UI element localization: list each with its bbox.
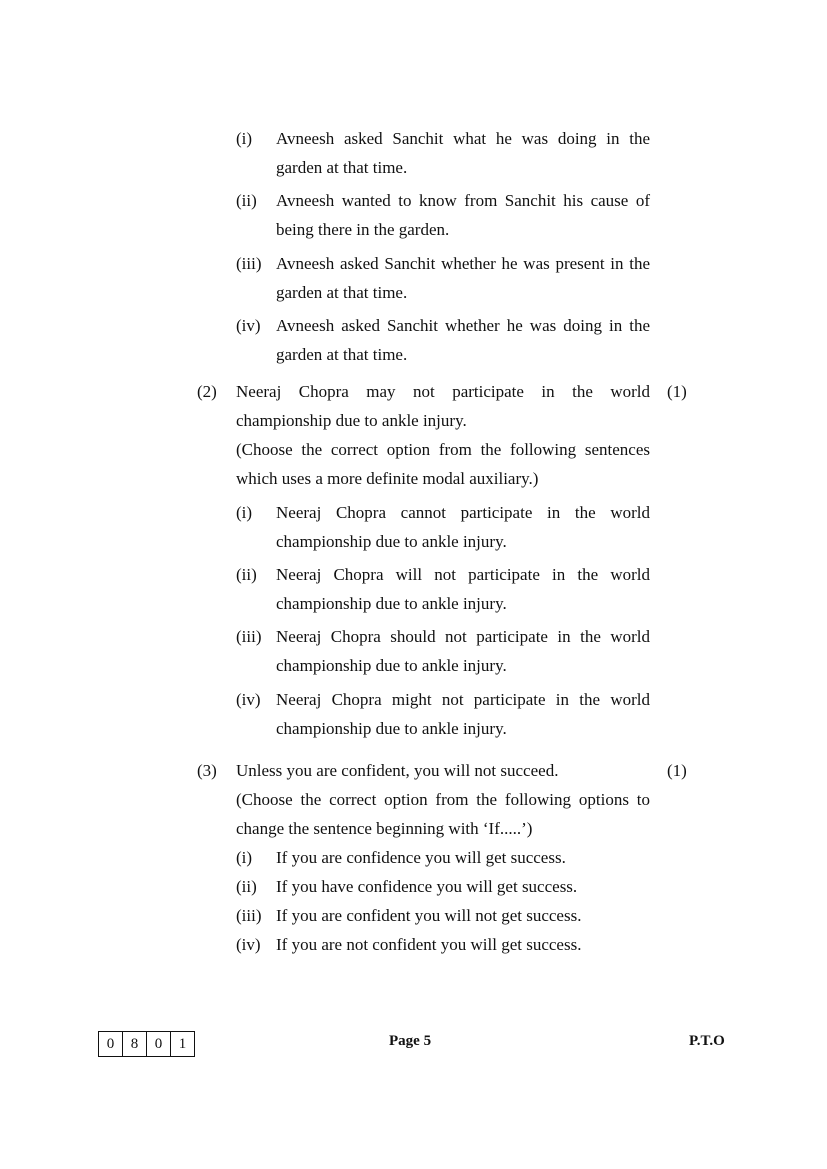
option-text: If you are not confident you will get success. — [276, 935, 582, 954]
question-2-option-2 — [236, 560, 650, 618]
question-3-option-2 — [236, 872, 650, 901]
option-text: Avneesh asked Sanchit whether he was doing in the garden at that time. — [276, 316, 650, 364]
question-2-option-1 — [236, 498, 650, 556]
question-2-number: (2) — [197, 382, 217, 401]
option-text: Avneesh asked Sanchit whether he was present in the garden at that time. — [276, 254, 650, 302]
paper-code-box — [98, 1031, 195, 1057]
question-3-number: (3) — [197, 761, 217, 780]
option-number: (ii) — [236, 877, 257, 896]
question-3-marks: (1) — [667, 761, 687, 780]
option-number: (ii) — [236, 191, 257, 210]
continued-option-4 — [236, 311, 650, 369]
question-2-sentence: Neeraj Chopra may not participate in the world championship due to ankle injury. — [236, 382, 650, 430]
option-number: (iv) — [236, 935, 261, 954]
option-text: Neeraj Chopra should not participate in the world championship due to ankle injury. — [276, 627, 650, 675]
option-text: If you are confidence you will get success. — [276, 848, 566, 867]
question-3-sentence: Unless you are confident, you will not succeed. — [236, 761, 559, 780]
option-number: (ii) — [236, 565, 257, 584]
question-3-instruction: (Choose the correct option from the following options to change the sentence beginning with ‘If.....’) — [236, 790, 650, 838]
option-text: Neeraj Chopra cannot participate in the world championship due to ankle injury. — [276, 503, 650, 551]
paper-code-digit: 0 — [147, 1032, 171, 1056]
option-number: (iv) — [236, 316, 261, 335]
pto-label: P.T.O — [689, 1033, 725, 1049]
option-text: Avneesh asked Sanchit what he was doing in the garden at that time. — [276, 129, 650, 177]
option-number: (iii) — [236, 627, 262, 646]
option-text: Avneesh wanted to know from Sanchit his cause of being there in the garden. — [276, 191, 650, 239]
option-number: (iii) — [236, 906, 262, 925]
question-3-option-1 — [236, 843, 650, 872]
option-text: Neeraj Chopra will not participate in the world championship due to ankle injury. — [276, 565, 650, 613]
continued-option-3 — [236, 249, 650, 307]
paper-code-digit: 0 — [99, 1032, 123, 1056]
option-number: (i) — [236, 503, 253, 522]
option-number: (i) — [236, 129, 253, 148]
option-number: (i) — [236, 848, 253, 867]
question-3-option-3 — [236, 901, 650, 930]
continued-option-1 — [236, 124, 650, 182]
option-number: (iii) — [236, 254, 262, 273]
continued-option-2 — [236, 186, 650, 244]
question-2-marks: (1) — [667, 382, 687, 401]
question-2-instruction: (Choose the correct option from the following sentences which uses a more definite modal auxiliary.) — [236, 440, 650, 488]
option-text: Neeraj Chopra might not participate in the world championship due to ankle injury. — [276, 690, 650, 738]
question-3-option-4 — [236, 930, 650, 959]
question-2-option-4 — [236, 685, 650, 743]
page-number: Page 5 — [389, 1033, 432, 1049]
question-2-option-3 — [236, 622, 650, 680]
option-text: If you are confident you will not get success. — [276, 906, 582, 925]
option-number: (iv) — [236, 690, 261, 709]
paper-code-digit: 8 — [123, 1032, 147, 1056]
option-text: If you have confidence you will get success. — [276, 877, 578, 896]
paper-code-digit: 1 — [178, 1035, 187, 1052]
